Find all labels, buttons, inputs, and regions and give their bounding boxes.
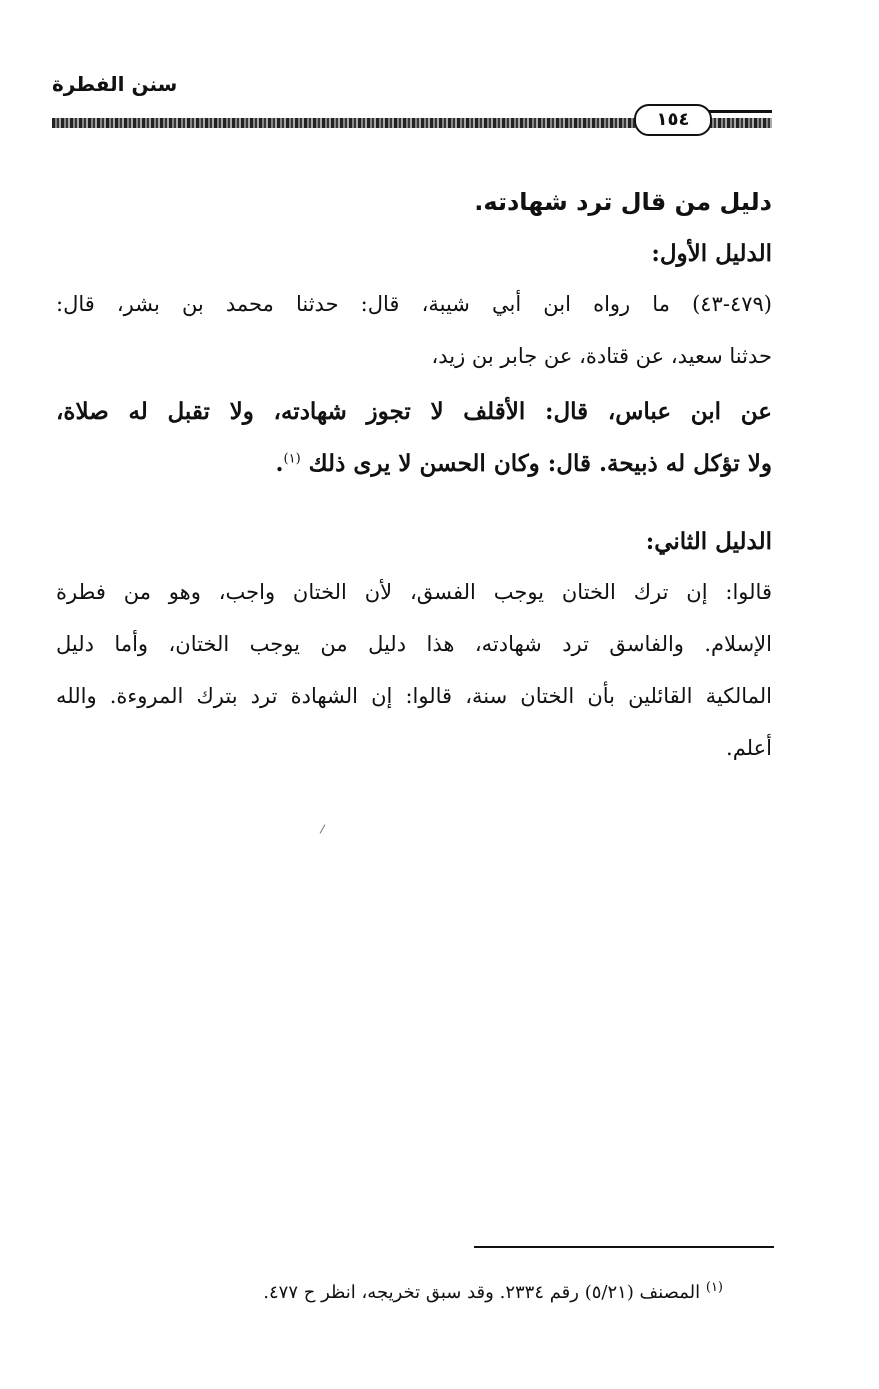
second-proof-line-3: المالكية القائلين بأن الختان سنة، قالوا: إن الشهادة ترد بترك المروءة. والله [56, 684, 773, 708]
second-proof-title: الدليل الثاني: [645, 528, 772, 555]
second-proof-line-4: أعلم. [726, 736, 772, 760]
second-proof-line-2: الإسلام. والفاسق ترد شهادته، هذا دليل من يوجب الختان، وأما دليل [56, 632, 772, 656]
first-proof-chain-line-1: (٤٧٩-٤٣) ما رواه ابن أبي شيبة، قال: حدثنا محمد بن بشر، قال: [56, 292, 772, 316]
first-proof-text-line-1: عن ابن عباس، قال: الأقلف لا تجوز شهادته، ولا تقبل له صلاة، [56, 398, 772, 425]
footnote-marker: (١) [705, 1280, 723, 1295]
stray-mark [320, 824, 326, 833]
first-proof-text-line-2-body: ولا تؤكل له ذبيحة. قال: وكان الحسن لا يرى ذلك [308, 450, 772, 477]
footnote [263, 1280, 723, 1303]
second-proof-line-1: قالوا: إن ترك الختان يوجب الفسق، لأن الختان واجب، وهو من فطرة [56, 580, 772, 604]
first-proof-title: الدليل الأول: [651, 240, 772, 267]
footnote-reference: (١) [283, 451, 301, 467]
footnote-separator [474, 1246, 774, 1248]
first-proof-text-line-2-end: . [275, 450, 284, 477]
section-heading: دليل من قال ترد شهادته. [474, 188, 772, 216]
first-proof-text-line-2 [276, 450, 773, 477]
first-proof-chain-line-2: حدثنا سعيد، عن قتادة، عن جابر بن زيد، [431, 344, 772, 368]
running-title: سنن الفطرة [52, 72, 178, 96]
page-number: ١٥٤ [634, 104, 712, 136]
footnote-text: المصنف (٥/٢١) رقم ٢٣٣٤. وقد سبق تخريجه، انظر ح ٤٧٧. [263, 1282, 701, 1303]
